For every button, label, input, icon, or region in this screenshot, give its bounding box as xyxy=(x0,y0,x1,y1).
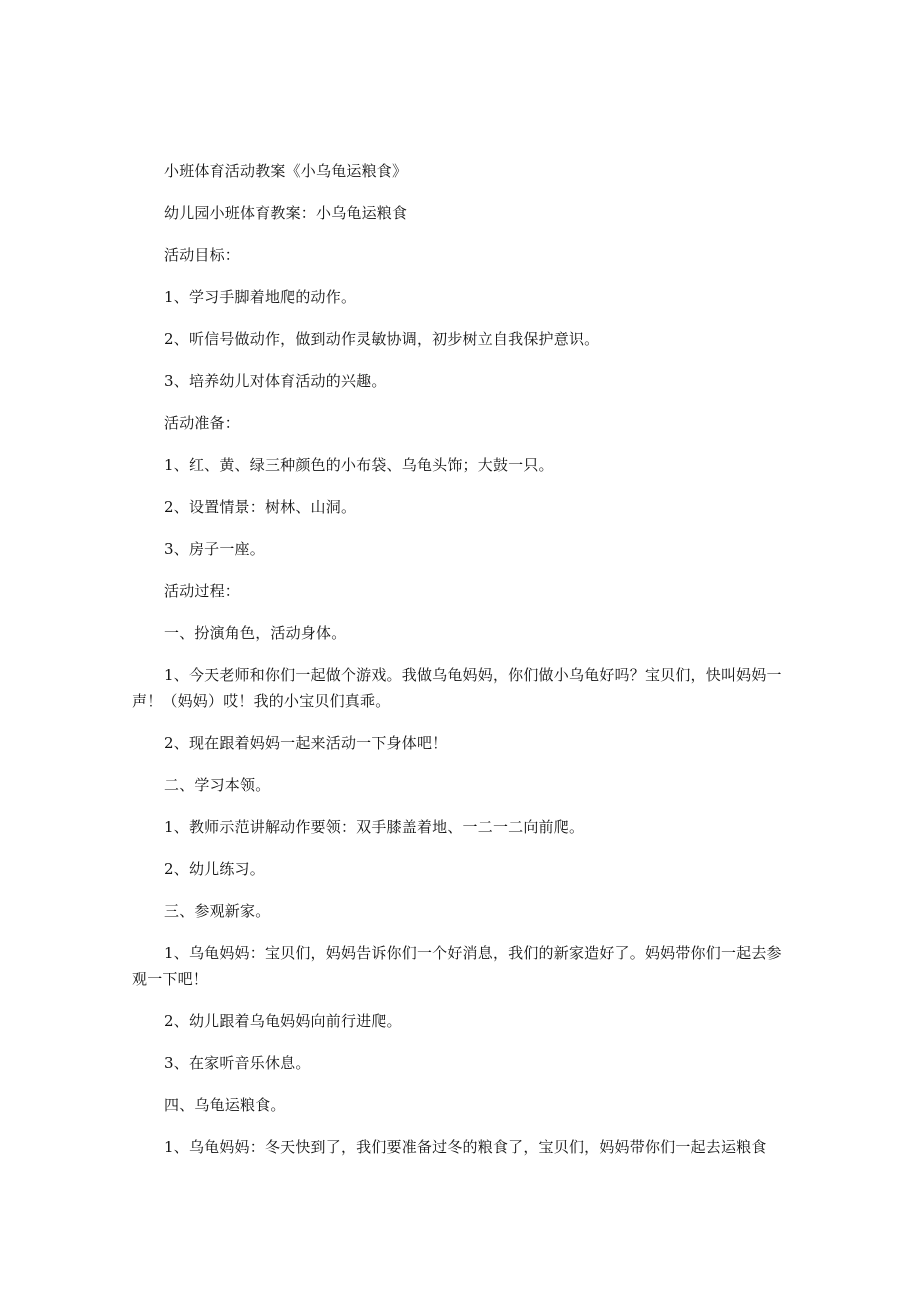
list-item: 1、学习手脚着地爬的动作。 xyxy=(164,288,357,306)
list-item: 3、培养幼儿对体育活动的兴趣。 xyxy=(164,372,387,390)
step-heading: 二、学习本领。 xyxy=(164,776,271,794)
list-item: 1、教师示范讲解动作要领：双手膝盖着地、一二一二向前爬。 xyxy=(164,818,585,836)
section-heading-goals: 活动目标： xyxy=(164,246,241,264)
list-item: 3、在家听音乐休息。 xyxy=(164,1054,311,1072)
list-item: 2、幼儿练习。 xyxy=(164,860,265,878)
document-title: 小班体育活动教案《小乌龟运粮食》 xyxy=(164,162,408,180)
section-heading-preparation: 活动准备： xyxy=(164,414,241,432)
list-item: 2、幼儿跟着乌龟妈妈向前行进爬。 xyxy=(164,1012,402,1030)
list-item: 2、听信号做动作，做到动作灵敏协调，初步树立自我保护意识。 xyxy=(164,330,600,348)
list-item: 1、今天老师和你们一起做个游戏。我做乌龟妈妈，你们做小乌龟好吗？宝贝们，快叫妈妈一声！（妈妈）哎！我的小宝贝们真乖。 xyxy=(132,666,782,710)
step-heading: 三、参观新家。 xyxy=(164,902,271,920)
list-item: 1、乌龟妈妈：宝贝们，妈妈告诉你们一个好消息，我们的新家造好了。妈妈带你们一起去参观一下吧！ xyxy=(132,944,782,988)
list-item: 3、房子一座。 xyxy=(164,540,265,558)
list-item: 1、乌龟妈妈：冬天快到了，我们要准备过冬的粮食了，宝贝们，妈妈带你们一起去运粮食 xyxy=(164,1138,767,1156)
list-item: 1、红、黄、绿三种颜色的小布袋、乌龟头饰；大鼓一只。 xyxy=(164,456,554,474)
paragraph-subtitle: 幼儿园小班体育教案：小乌龟运粮食 xyxy=(164,204,408,222)
step-heading: 四、乌龟运粮食。 xyxy=(164,1096,286,1114)
document-body xyxy=(132,158,787,1176)
section-heading-process: 活动过程： xyxy=(164,582,241,600)
list-item: 2、现在跟着妈妈一起来活动一下身体吧！ xyxy=(164,734,448,752)
list-item: 2、设置情景：树林、山洞。 xyxy=(164,498,357,516)
step-heading: 一、扮演角色，活动身体。 xyxy=(164,624,347,642)
